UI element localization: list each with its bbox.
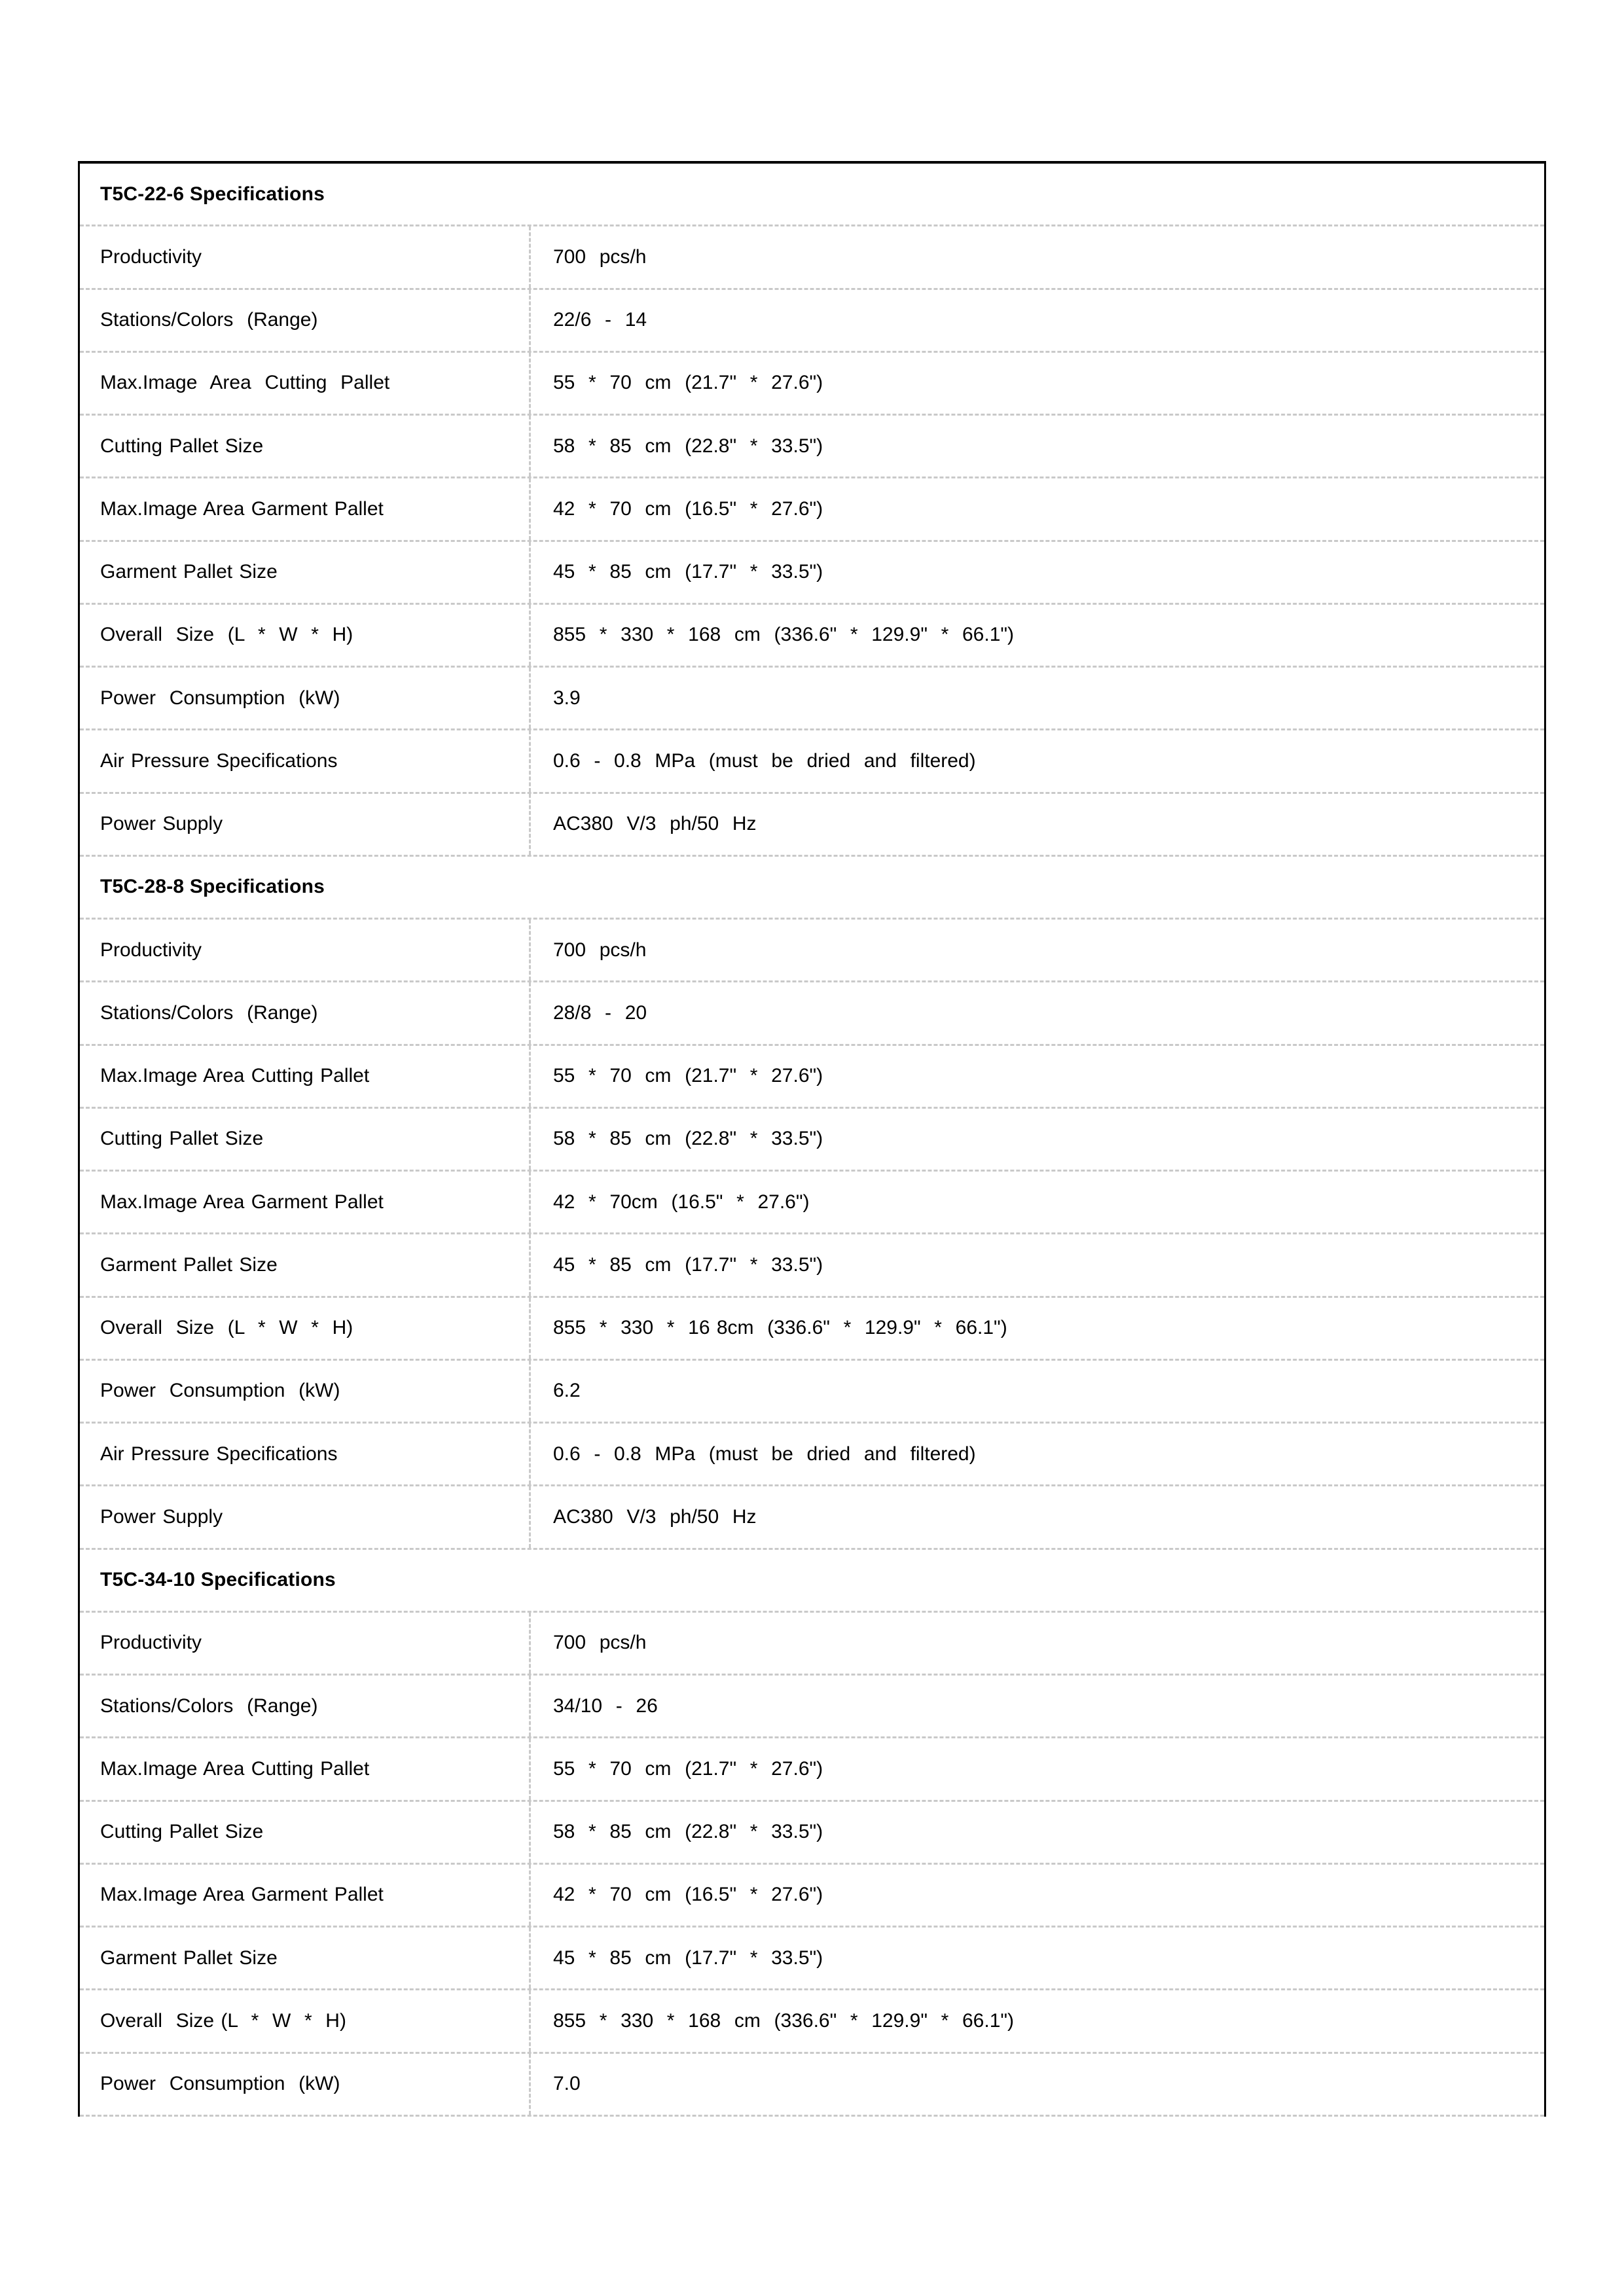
spec-label: Garment Pallet Size <box>80 542 531 603</box>
spec-value: 3.9 <box>553 687 581 709</box>
spec-label: Productivity <box>80 920 531 980</box>
table-row <box>80 1298 1544 1361</box>
spec-value: 42 * 70 cm (16.5" * 27.6") <box>553 497 823 520</box>
spec-value: 0.6 - 0.8 MPa (must be dried and filtered) <box>553 749 976 772</box>
spec-label: Stations/Colors (Range) <box>80 290 531 351</box>
spec-value: 0.6 - 0.8 MPa (must be dried and filtered) <box>553 1443 976 1465</box>
spec-value: AC380 V/3 ph/50 Hz <box>553 1505 757 1528</box>
spec-value: 58 * 85 cm (22.8" * 33.5") <box>553 1128 823 1150</box>
section-title: T5C-22-6 Specifications <box>100 183 325 205</box>
spec-label: Power Supply <box>80 794 531 855</box>
table-row <box>80 416 1544 478</box>
table-row <box>80 1865 1544 1928</box>
section-header <box>80 164 1544 226</box>
table-row <box>80 1424 1544 1486</box>
table-row <box>80 353 1544 416</box>
table-row <box>80 226 1544 289</box>
spec-value: 6.2 <box>553 1380 581 1402</box>
spec-label: Stations/Colors (Range) <box>80 1676 531 1736</box>
spec-value: 55 * 70 cm (21.7" * 27.6") <box>553 372 823 394</box>
table-row <box>80 290 1544 353</box>
spec-value: 45 * 85 cm (17.7" * 33.5") <box>553 1946 823 1969</box>
table-row <box>80 730 1544 793</box>
spec-label: Overall Size (L * W * H) <box>80 1990 531 2051</box>
spec-value: 42 * 70cm (16.5" * 27.6") <box>553 1191 810 1213</box>
spec-label: Productivity <box>80 1613 531 1674</box>
spec-value: 700 pcs/h <box>553 939 647 961</box>
table-row <box>80 1613 1544 1676</box>
spec-value: 42 * 70 cm (16.5" * 27.6") <box>553 1884 823 1906</box>
spec-label: Cutting Pallet Size <box>80 416 531 476</box>
spec-label: Overall Size (L * W * H) <box>80 605 531 666</box>
spec-label: Garment Pallet Size <box>80 1234 531 1295</box>
section-header <box>80 1550 1544 1613</box>
table-row <box>80 1109 1544 1172</box>
spec-label: Max.Image Area Cutting Pallet <box>80 1738 531 1799</box>
spec-label: Max.Image Area Garment Pallet <box>80 1865 531 1926</box>
table-row <box>80 605 1544 668</box>
spec-label: Max.Image Area Cutting Pallet <box>80 1046 531 1107</box>
spec-label: Power Consumption (kW) <box>80 668 531 728</box>
table-row <box>80 478 1544 541</box>
spec-label: Overall Size (L * W * H) <box>80 1298 531 1359</box>
spec-value: 22/6 - 14 <box>553 309 647 331</box>
spec-value: 58 * 85 cm (22.8" * 33.5") <box>553 1821 823 1843</box>
spec-label: Power Consumption (kW) <box>80 2054 531 2115</box>
spec-value: 855 * 330 * 168 cm (336.6" * 129.9" * 66.1") <box>553 624 1015 646</box>
table-row <box>80 1172 1544 1234</box>
table-row <box>80 1802 1544 1865</box>
table-row <box>80 1486 1544 1549</box>
section-header <box>80 857 1544 920</box>
section-title: T5C-34-10 Specifications <box>100 1569 336 1591</box>
table-row <box>80 1928 1544 1990</box>
table-row <box>80 982 1544 1045</box>
spec-value: 700 pcs/h <box>553 245 647 268</box>
spec-label: Stations/Colors (Range) <box>80 982 531 1043</box>
spec-label: Max.Image Area Garment Pallet <box>80 1172 531 1232</box>
spec-label: Power Supply <box>80 1486 531 1547</box>
table-row <box>80 794 1544 857</box>
spec-label: Power Consumption (kW) <box>80 1361 531 1422</box>
spec-value: 45 * 85 cm (17.7" * 33.5") <box>553 1253 823 1276</box>
spec-label: Cutting Pallet Size <box>80 1109 531 1170</box>
spec-value: 855 * 330 * 16 8cm (336.6" * 129.9" * 66.1") <box>553 1317 1007 1339</box>
spec-label: Cutting Pallet Size <box>80 1802 531 1863</box>
spec-value: 34/10 - 26 <box>553 1695 658 1717</box>
spec-label: Max.Image Area Cutting Pallet <box>80 353 531 414</box>
spec-label: Garment Pallet Size <box>80 1928 531 1988</box>
section-title: T5C-28-8 Specifications <box>100 876 325 898</box>
table-row <box>80 2054 1544 2117</box>
spec-label: Air Pressure Specifications <box>80 730 531 791</box>
table-row <box>80 1046 1544 1109</box>
spec-label: Air Pressure Specifications <box>80 1424 531 1484</box>
table-row <box>80 1234 1544 1297</box>
spec-value: 45 * 85 cm (17.7" * 33.5") <box>553 561 823 583</box>
spec-label: Max.Image Area Garment Pallet <box>80 478 531 539</box>
spec-value: 855 * 330 * 168 cm (336.6" * 129.9" * 66.1") <box>553 2009 1015 2032</box>
table-row <box>80 668 1544 730</box>
spec-value: 700 pcs/h <box>553 1632 647 1654</box>
table-row <box>80 1676 1544 1738</box>
table-row <box>80 542 1544 605</box>
spec-value: 28/8 - 20 <box>553 1001 647 1024</box>
spec-value: 55 * 70 cm (21.7" * 27.6") <box>553 1065 823 1087</box>
spec-value: 58 * 85 cm (22.8" * 33.5") <box>553 435 823 457</box>
table-row <box>80 1738 1544 1801</box>
spec-table <box>78 161 1546 2117</box>
spec-value: 55 * 70 cm (21.7" * 27.6") <box>553 1757 823 1780</box>
table-row <box>80 1361 1544 1424</box>
spec-label: Productivity <box>80 226 531 287</box>
table-row <box>80 920 1544 982</box>
table-row <box>80 1990 1544 2053</box>
spec-value: AC380 V/3 ph/50 Hz <box>553 813 757 835</box>
spec-value: 7.0 <box>553 2073 581 2095</box>
